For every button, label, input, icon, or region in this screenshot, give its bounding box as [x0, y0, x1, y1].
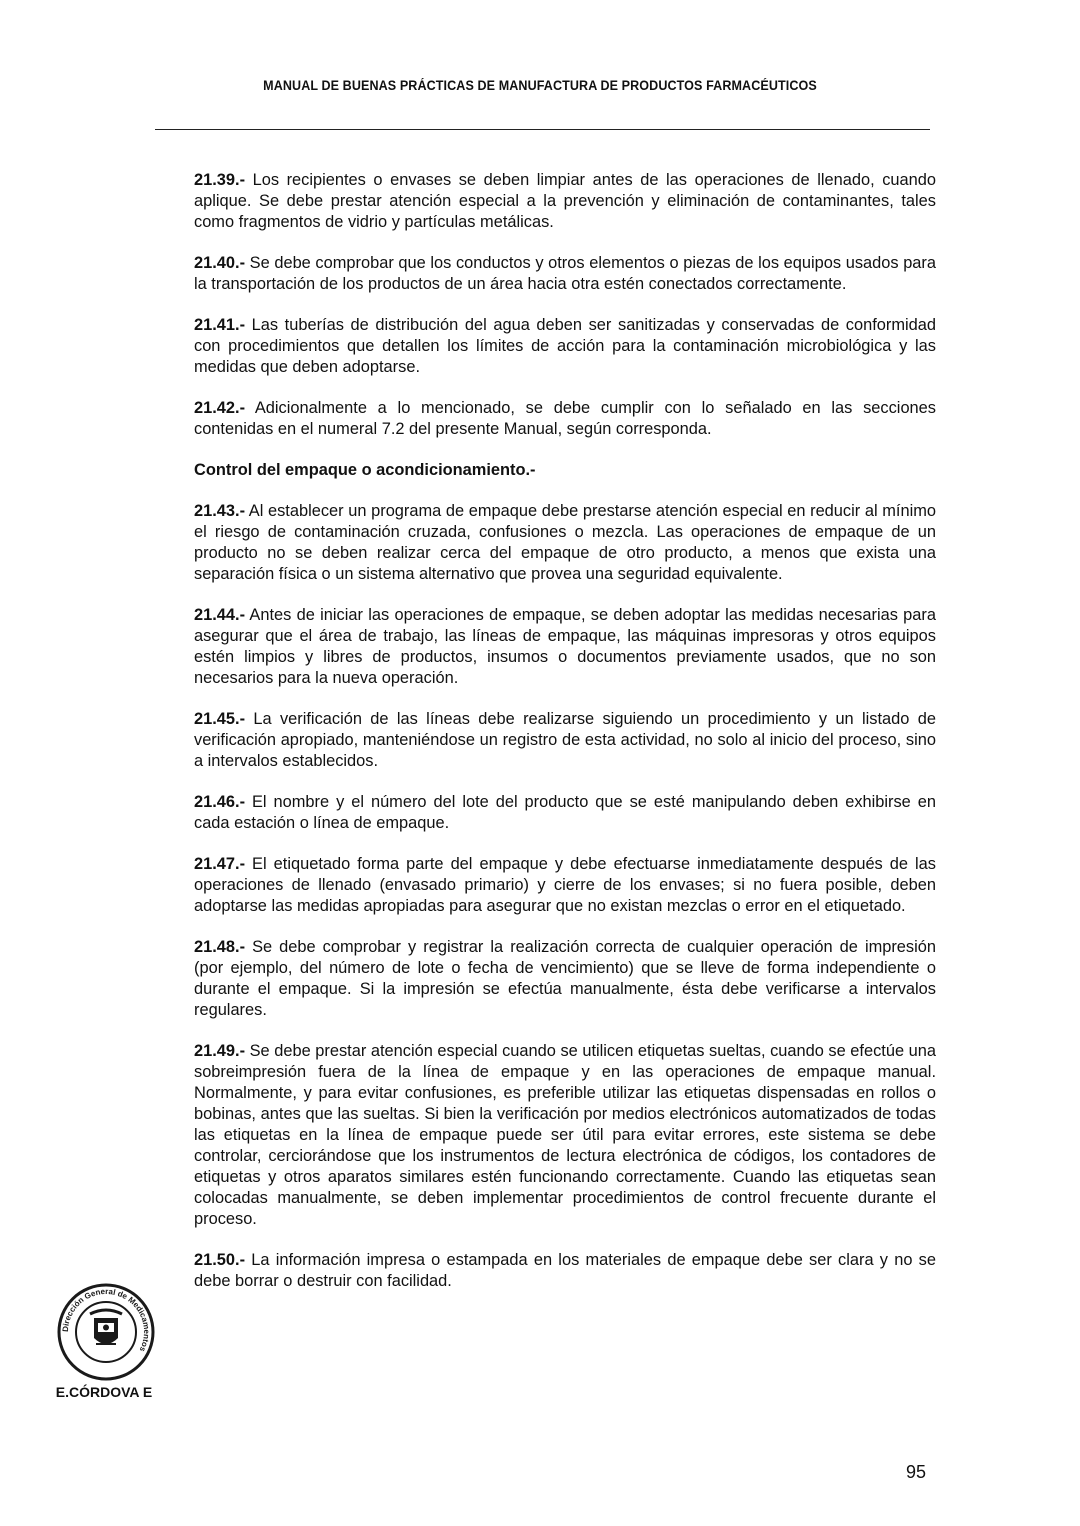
paragraph-text: Las tuberías de distribución del agua deben ser sanitizadas y conservadas de conformidad con procedimientos que detallen los límites de acción para la contaminación microbiológica y las medidas que deben adoptarse.	[194, 316, 936, 376]
paragraph-number: 21.43.-	[194, 502, 246, 520]
page-number: 95	[906, 1462, 927, 1482]
paragraph-number: 21.42.-	[194, 399, 246, 417]
paragraph-text: Antes de iniciar las operaciones de empaque, se deben adoptar las medidas necesarias para asegurar que el área de trabajo, las líneas de empaque, las máquinas impresoras y otros equipos estén limpios y libres de productos, insumos o documentos previamente usados, que no son necesarios para la nueva operación.	[194, 606, 936, 687]
page-header-title: MANUAL DE BUENAS PRÁCTICAS DE MANUFACTURA DE PRODUCTOS FARMACÉUTICOS	[263, 78, 817, 93]
paragraph-text: El nombre y el número del lote del producto que se esté manipulando deben exhibirse en cada estación o línea de empaque.	[194, 793, 936, 832]
paragraph-text: Los recipientes o envases se deben limpiar antes de las operaciones de llenado, cuando aplique. Se debe prestar atención especial a la prevención y eliminación de contaminantes, tales como fragmentos de vidrio y partículas metálicas.	[194, 171, 936, 231]
paragraph-21-43	[194, 501, 936, 585]
paragraph-text: La información impresa o estampada en los materiales de empaque debe ser clara y no se debe borrar o destruir con facilidad.	[194, 1251, 936, 1290]
paragraph-21-40	[194, 253, 936, 295]
seal-ring-lettering: Dirección General de Medicamentos	[60, 1286, 152, 1354]
section-heading: Control del empaque o acondicionamiento.-	[194, 461, 536, 479]
official-seal-stamp	[56, 1282, 156, 1382]
paragraph-21-48	[194, 937, 936, 1021]
paragraph-number: 21.40.-	[194, 254, 246, 272]
paragraph-number: 21.39.-	[194, 171, 246, 189]
paragraph-21-41	[194, 315, 936, 378]
paragraph-text: Se debe comprobar y registrar la realización correcta de cualquier operación de impresión (por ejemplo, del número de lote o fecha de vencimiento) que se lleve de forma independiente o durante el empaque. Si la impresión se efectúa manualmente, ésta debe verificarse a intervalos regulares.	[194, 938, 936, 1019]
document-body	[194, 170, 936, 1312]
paragraph-text: La verificación de las líneas debe realizarse siguiendo un procedimiento y un listado de verificación apropiado, manteniéndose un registro de esta actividad, no solo al inicio del proceso, sino a intervalos establecidos.	[194, 710, 936, 770]
paragraph-number: 21.41.-	[194, 316, 246, 334]
paragraph-21-44	[194, 605, 936, 689]
paragraph-number: 21.50.-	[194, 1251, 246, 1269]
paragraph-21-45	[194, 709, 936, 772]
paragraph-number: 21.46.-	[194, 793, 246, 811]
paragraph-number: 21.45.-	[194, 710, 246, 728]
coat-of-arms-icon	[90, 1310, 122, 1344]
paragraph-21-50	[194, 1250, 936, 1292]
paragraph-21-39	[194, 170, 936, 233]
paragraph-number: 21.47.-	[194, 855, 246, 873]
paragraph-21-46	[194, 792, 936, 834]
paragraph-text: El etiquetado forma parte del empaque y debe efectuarse inmediatamente después de las operaciones de llenado (envasado primario) y cierre de los envases; si no fuera posible, deben adoptarse las medidas apropiadas para asegurar que no existan mezclas o error en el etiquetado.	[194, 855, 936, 915]
paragraph-text: Se debe prestar atención especial cuando se utilicen etiquetas sueltas, cuando se efectúe una sobreimpresión fuera de la línea de empaque y en las operaciones de empaque manual. Normalmente, y para evitar confusiones, es preferible utilizar las etiquetas dispensadas en rollos o bobinas, antes que las sueltas. Si bien la verificación por medios electrónicos automatizados de todas las etiquetas en la línea de empaque puede ser útil para evitar errores, este sistema se debe controlar, cerciorándose que los instrumentos de lectura electrónica de códigos, los contadores de etiquetas y otros aparatos similares estén funcionando correctamente. Cuando las etiquetas sean colocadas manualmente, se deben implementar procedimientos de control frecuente durante el proceso.	[194, 1042, 936, 1228]
paragraph-number: 21.48.-	[194, 938, 246, 956]
paragraph-number: 21.44.-	[194, 606, 246, 624]
header-divider	[155, 129, 930, 130]
paragraph-text: Se debe comprobar que los conductos y otros elementos o piezas de los equipos usados para la transportación de los productos de un área hacia otra estén conectados correctamente.	[194, 254, 936, 293]
paragraph-21-42	[194, 398, 936, 440]
paragraph-text: Adicionalmente a lo mencionado, se debe cumplir con lo señalado en las secciones contenidas en el numeral 7.2 del presente Manual, según corresponda.	[194, 399, 936, 438]
paragraph-text: Al establecer un programa de empaque debe prestarse atención especial en reducir al mínimo el riesgo de contaminación cruzada, confusiones o mezcla. Las operaciones de empaque de un producto no se deben realizar cerca del empaque de otro producto, a menos que exista una separación física o un sistema alternativo que provea una seguridad equivalente.	[194, 502, 936, 583]
paragraph-number: 21.49.-	[194, 1042, 246, 1060]
paragraph-21-47	[194, 854, 936, 917]
seal-caption: E.CÓRDOVA E	[55, 1384, 153, 1400]
paragraph-21-49	[194, 1041, 936, 1230]
